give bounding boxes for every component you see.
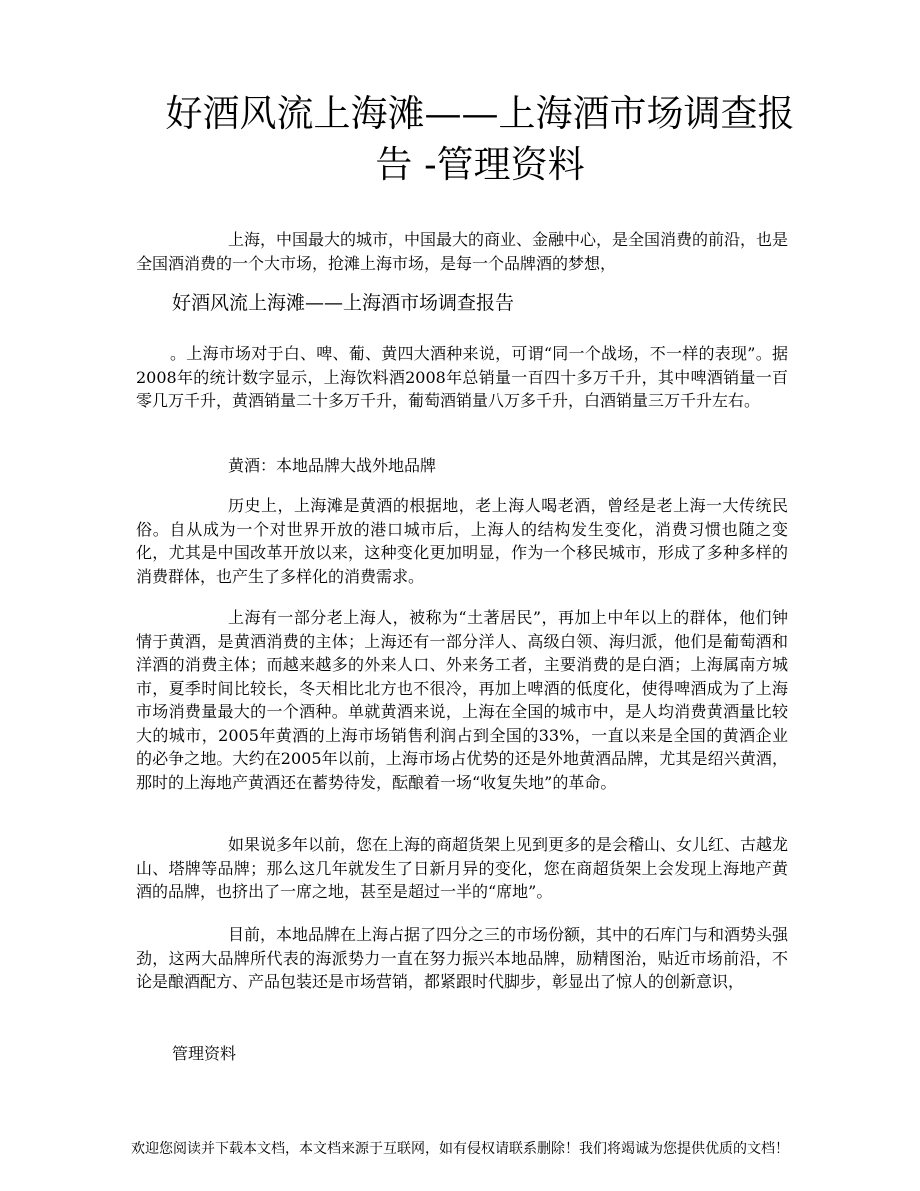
report-subtitle: 好酒风流上海滩——上海酒市场调查报告: [172, 292, 515, 314]
download-notice: 欢迎您阅读并下载本文档，本文档来源于互联网，如有侵权请联系删除！我们将竭诚为您提供优质的文档！: [131, 1141, 789, 1157]
consumer-groups-paragraph: 上海有一部分老上海人，被称为“土著居民”，再加上中年以上的群体，他们钟情于黄酒，是黄酒消费的主体；上海还有一部分洋人、高级白领、海归派，他们是葡萄酒和洋酒的消费主体；而越来越多的外来人口、外来务工者，主要消费的是白酒；上海属南方城市，夏季时间比较长，冬天相比北方也不很冷，再加上啤酒的低度化，使得啤酒成为了上海市场消费量最大的一个酒种。单就黄酒来说，上海在全国的城市中，是人均消费黄酒量比较大的城市，2005年黄酒的上海市场销售利润占到全国的33%，一直以来是全国的黄酒企业的必争之地。大约在2005年以前，上海市场占优势的还是外地黄酒品牌，尤其是绍兴黄酒，那时的上海地产黄酒还在蓄势待发，酝酿着一场“收复失地”的革命。: [136, 608, 788, 792]
store-shelves-paragraph: 如果说多年以前，您在上海的商超货架上见到更多的是会稽山、女儿红、古越龙山、塔牌等品牌；那么这几年就发生了日新月异的变化，您在商超货架上会发现上海地产黄酒的品牌，也挤出了一席之地，甚至是超过一半的“席地”。: [136, 835, 789, 901]
intro-paragraph: 上海，中国最大的城市，中国最大的商业、金融中心，是全国消费的前沿，也是全国酒消费的一个大市场，抢滩上海市场，是每一个品牌酒的梦想，: [136, 230, 789, 273]
document-title: 好酒风流上海滩——上海酒市场调查报告 -管理资料: [165, 92, 795, 186]
market-overview-paragraph: 。上海市场对于白、啤、葡、黄四大酒种来说，可谓“同一个战场，不一样的表现”。据2008年的统计数字显示，上海饮料酒2008年总销量一百四十多万千升，其中啤酒销量一百零几万千升，黄酒销量二十多万千升，葡萄酒销量八万多千升，白酒销量三万千升左右。: [136, 344, 788, 410]
history-paragraph: 历史上，上海滩是黄酒的根据地，老上海人喝老酒，曾经是老上海一大传统民俗。自从成为一个对世界开放的港口城市后，上海人的结构发生变化，消费习惯也随之变化，尤其是中国改革开放以来，这种变化更加明显，作为一个移民城市，形成了多种多样的消费群体，也产生了多样化的消费需求。: [136, 496, 788, 586]
section-heading-yellow-wine: 黄酒：本地品牌大战外地品牌: [228, 456, 437, 475]
management-material-label: 管理资料: [172, 1044, 237, 1063]
local-brands-paragraph: 目前，本地品牌在上海占据了四分之三的市场份额，其中的石库门与和酒势头强劲，这两大品牌所代表的海派势力一直在努力振兴本地品牌，励精图治，贴近市场前沿，不论是酿酒配方、产品包装还是市场营销，都紧跟时代脚步，彰显出了惊人的创新意识，: [136, 925, 789, 991]
